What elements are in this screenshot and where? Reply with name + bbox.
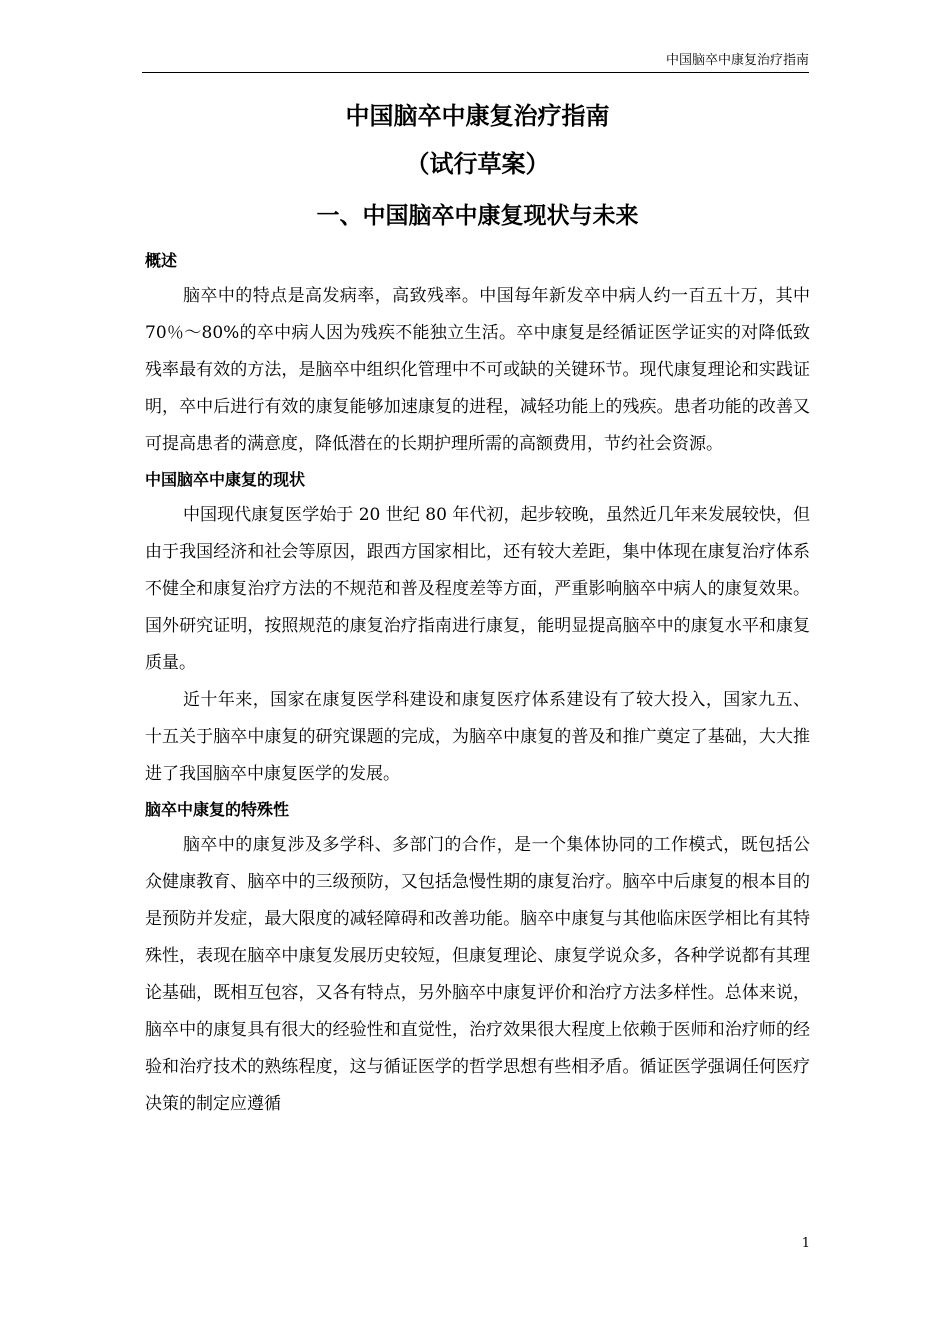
section-current-status bbox=[145, 463, 810, 793]
section-heading: 概述 bbox=[145, 251, 178, 270]
section-overview bbox=[145, 244, 810, 463]
document-subtitle: （试行草案） bbox=[405, 150, 550, 178]
paragraph: 近十年来，国家在康复医学科建设和康复医疗体系建设有了较大投入，国家九五、十五关于脑卒中康复的研究课题的完成，为脑卒中康复的普及和推广奠定了基础，大大推进了我国脑卒中康复医学的发展。 bbox=[145, 690, 810, 784]
section-particularity bbox=[145, 793, 810, 1123]
section-heading: 脑卒中康复的特殊性 bbox=[145, 800, 290, 819]
chapter-title: 一、中国脑卒中康复现状与未来 bbox=[316, 203, 639, 229]
paragraph: 中国现代康复医学始于 20 世纪 80 年代初，起步较晚，虽然近几年来发展较快，但由于我国经济和社会等原因，跟西方国家相比，还有较大差距，集中体现在康复治疗体系不健全和康复治疗方法的不规范和普及程度差等方面，严重影响脑卒中病人的康复效果。国外研究证明，按照规范的康复治疗指南进行康复，能明显提高脑卒中的康复水平和康复质量。 bbox=[145, 505, 810, 673]
page-number: 1 bbox=[801, 1236, 810, 1251]
paragraph: 脑卒中的康复涉及多学科、多部门的合作，是一个集体协同的工作模式，既包括公众健康教育、脑卒中的三级预防，又包括急慢性期的康复治疗。脑卒中后康复的根本目的是预防并发症，最大限度的减轻障碍和改善功能。脑卒中康复与其他临床医学相比有其特殊性，表现在脑卒中康复发展历史较短，但康复理论、康复学说众多，各种学说都有其理论基础，既相互包容，又各有特点，另外脑卒中康复评价和治疗方法多样性。总体来说，脑卒中的康复具有很大的经验性和直觉性，治疗效果很大程度上依赖于医师和治疗师的经验和治疗技术的熟练程度，这与循证医学的哲学思想有些相矛盾。循证医学强调任何医疗决策的制定应遵循 bbox=[145, 835, 810, 1114]
running-header bbox=[142, 52, 809, 73]
running-header-title: 中国脑卒中康复治疗指南 bbox=[665, 53, 809, 68]
document-body bbox=[145, 92, 810, 1123]
paragraph: 脑卒中的特点是高发病率，高致残率。中国每年新发卒中病人约一百五十万，其中 70％～80%的卒中病人因为残疾不能独立生活。卒中康复是经循证医学证实的对降低致残率最有效的方法，是脑卒中组织化管理中不可或缺的关键环节。现代康复理论和实践证明，卒中后进行有效的康复能够加速康复的进程，减轻功能上的残疾。患者功能的改善又可提高患者的满意度，降低潜在的长期护理所需的高额费用，节约社会资源。 bbox=[145, 286, 810, 454]
section-heading: 中国脑卒中康复的现状 bbox=[145, 470, 306, 489]
document-title: 中国脑卒中康复治疗指南 bbox=[345, 102, 610, 130]
